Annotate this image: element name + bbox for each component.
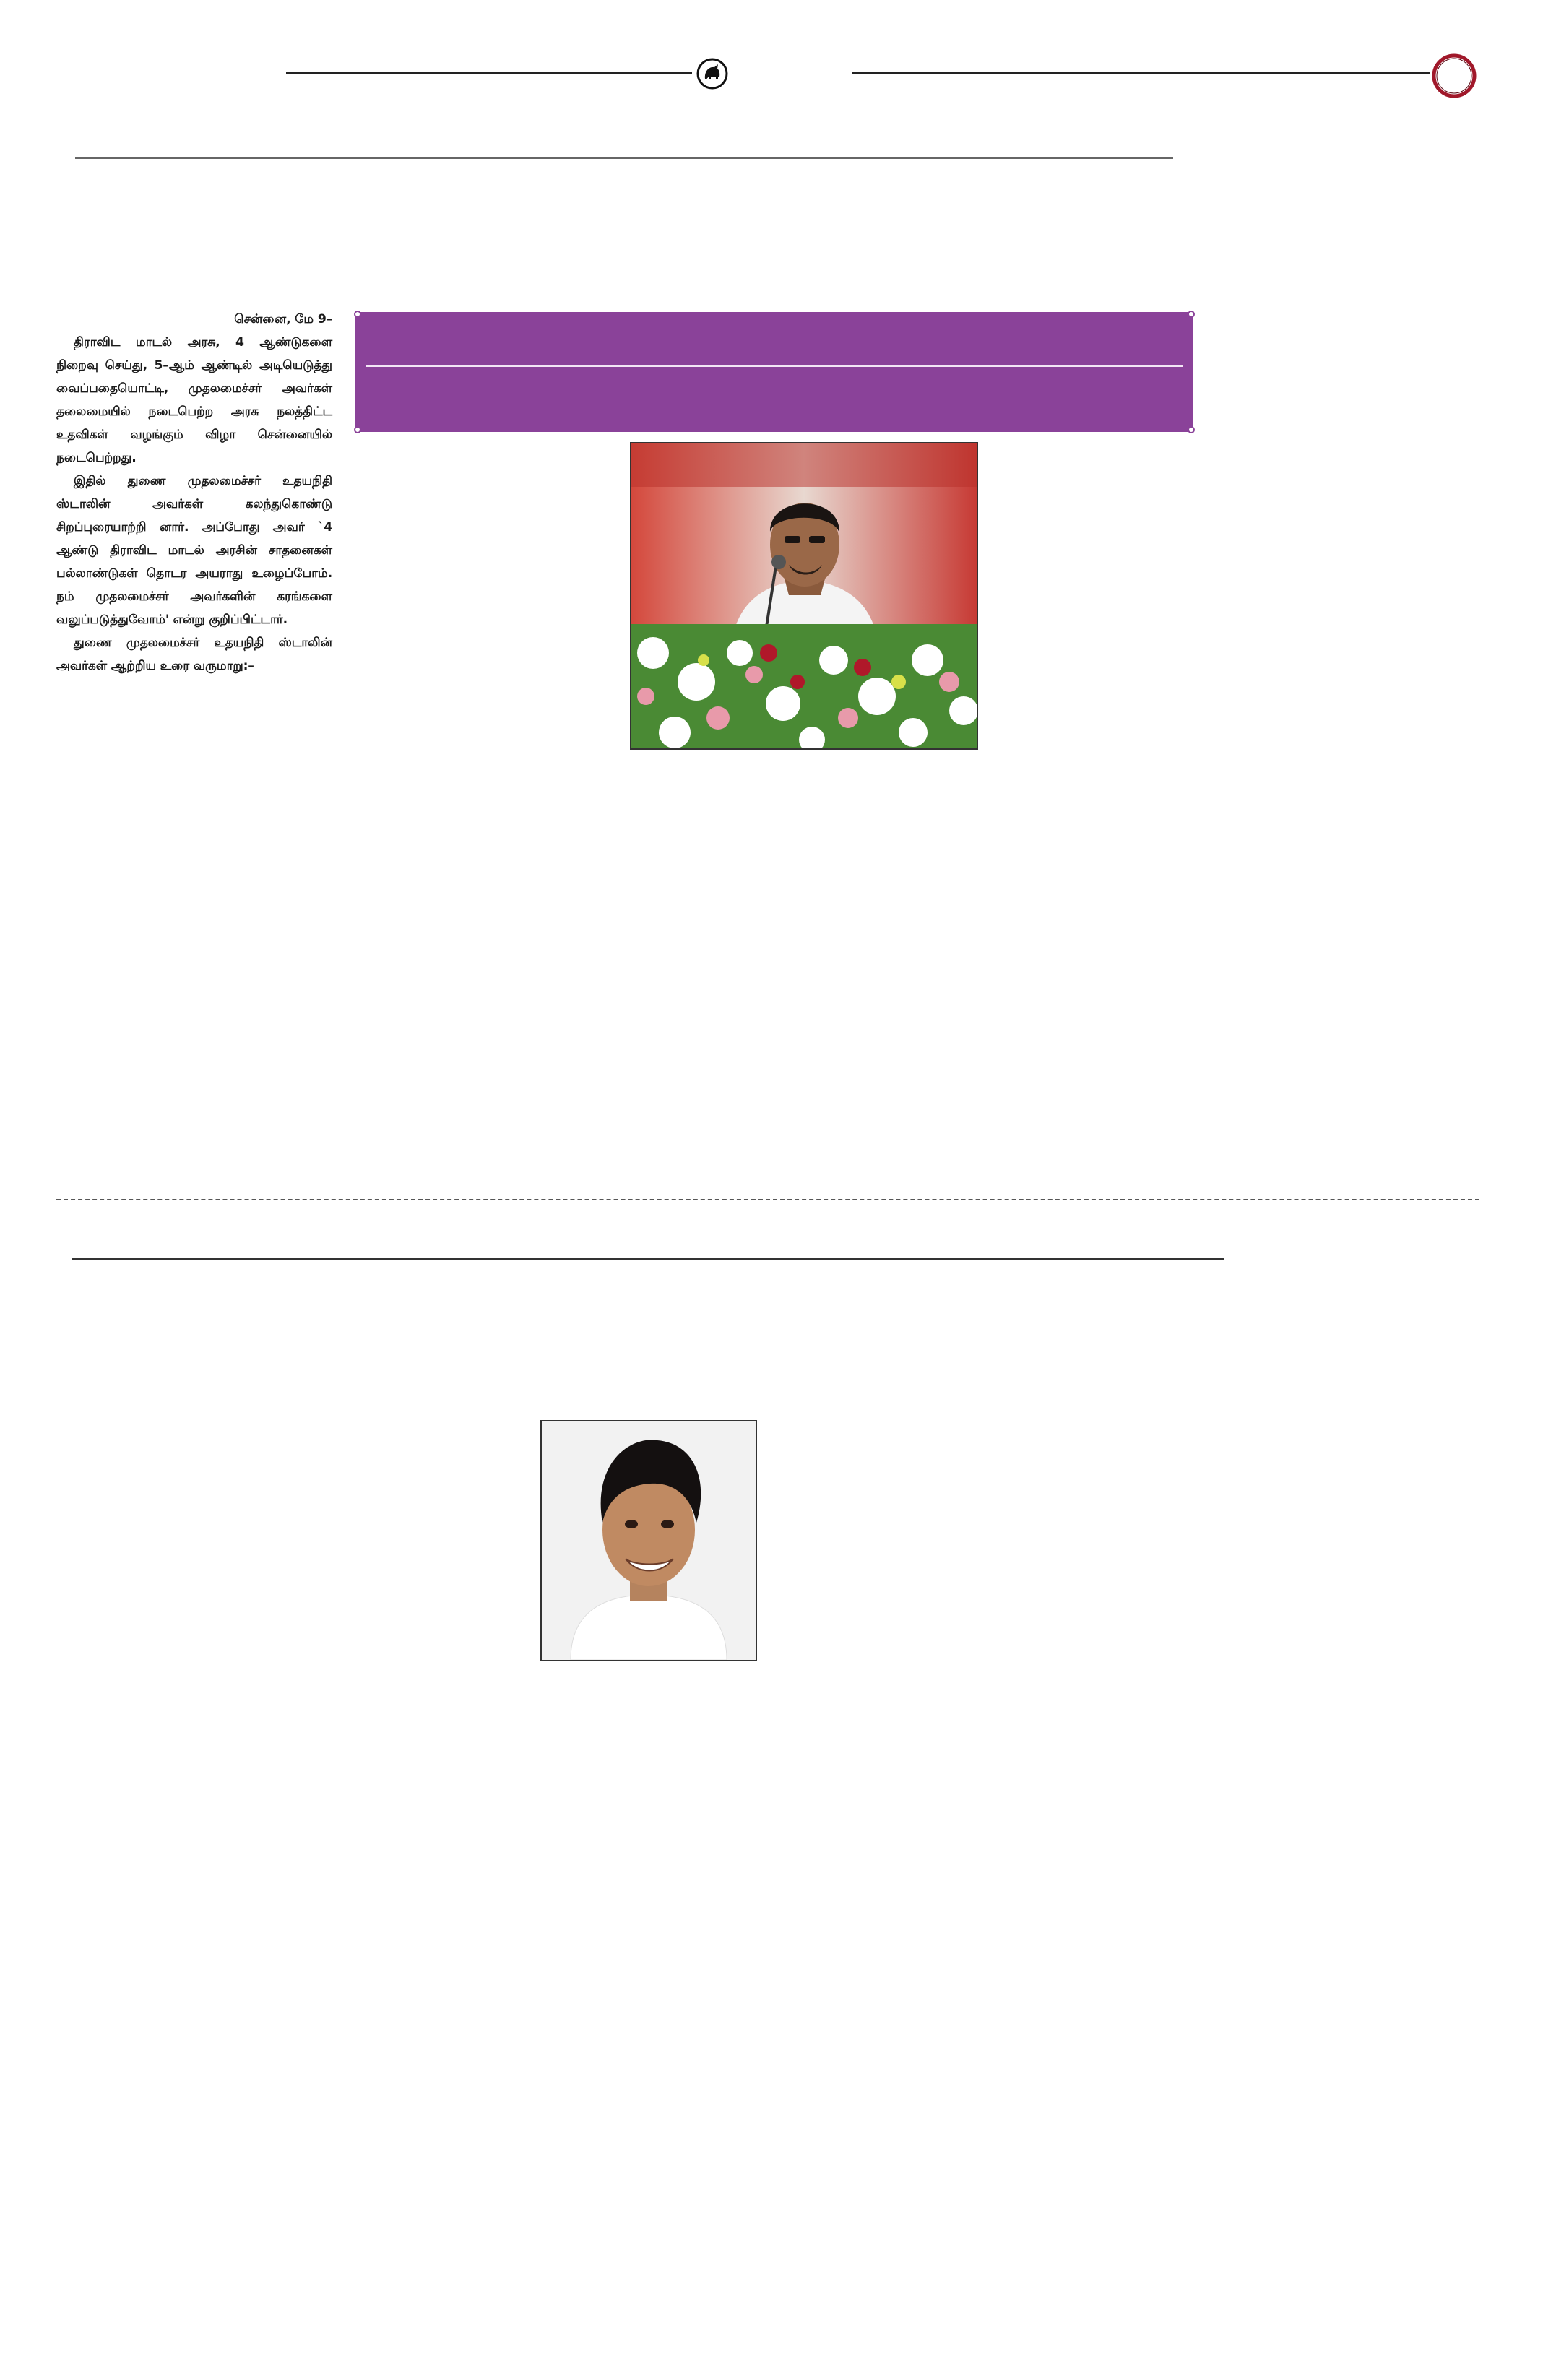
portrait-photo	[540, 1420, 757, 1661]
banner-corner-ornament-icon	[1186, 309, 1196, 319]
header-rule-right	[852, 72, 1430, 77]
article-paragraph-3: துணை முதலமைச்சர் உதயநிதி ஸ்டாலின் அவர்கள் ஆற்றிய உரை வருமாறு:–	[56, 636, 332, 673]
banner-corner-ornament-icon	[353, 309, 363, 319]
article-paragraph-2: இதில் துணை முதலமைச்சர் உதயநிதி ஸ்டாலின் அவர்கள் கலந்துகொண்டு சிறப்புரையாற்றி னார். அப்போது அவர் `4 ஆண்டு திராவிட மாடல் அரசின் சாதனைகள் பல்லாண்டுகள் தொடர அயராது உழைப்போம். நம் முதலமைச்சர் அவர்களின் கரங்களை வலுப்படுத்துவோம்' என்று குறிப்பிட்டார்.	[56, 474, 332, 627]
header-rule-left	[286, 72, 692, 77]
elephant-emblem-icon	[696, 57, 729, 90]
speaker-at-podium-photo	[630, 442, 978, 750]
banner-corner-ornament-icon	[1186, 425, 1196, 435]
banner-divider	[366, 365, 1183, 367]
article-dateline: சென்னை, மே 9–	[234, 312, 332, 326]
page-number-circle-icon	[1432, 53, 1477, 98]
banner-corner-ornament-icon	[353, 425, 363, 435]
section-top-rule	[75, 157, 1173, 159]
article-paragraph-1: திராவிட மாடல் அரசு, 4 ஆண்டுகளை நிறைவு செய்து, 5–ஆம் ஆண்டில் அடியெடுத்து வைப்பதையொட்டி, முதலமைச்சர் அவர்கள் தலைமையில் நடைபெற்ற அரசு நலத்திட்ட உதவிகள் வழங்கும் விழா சென்னையில் நடைபெற்றது.	[56, 335, 332, 465]
headline-banner	[355, 312, 1193, 432]
section-two-rule	[72, 1258, 1224, 1260]
section-divider-dashed	[56, 1199, 1479, 1200]
article-text-column	[56, 308, 332, 678]
